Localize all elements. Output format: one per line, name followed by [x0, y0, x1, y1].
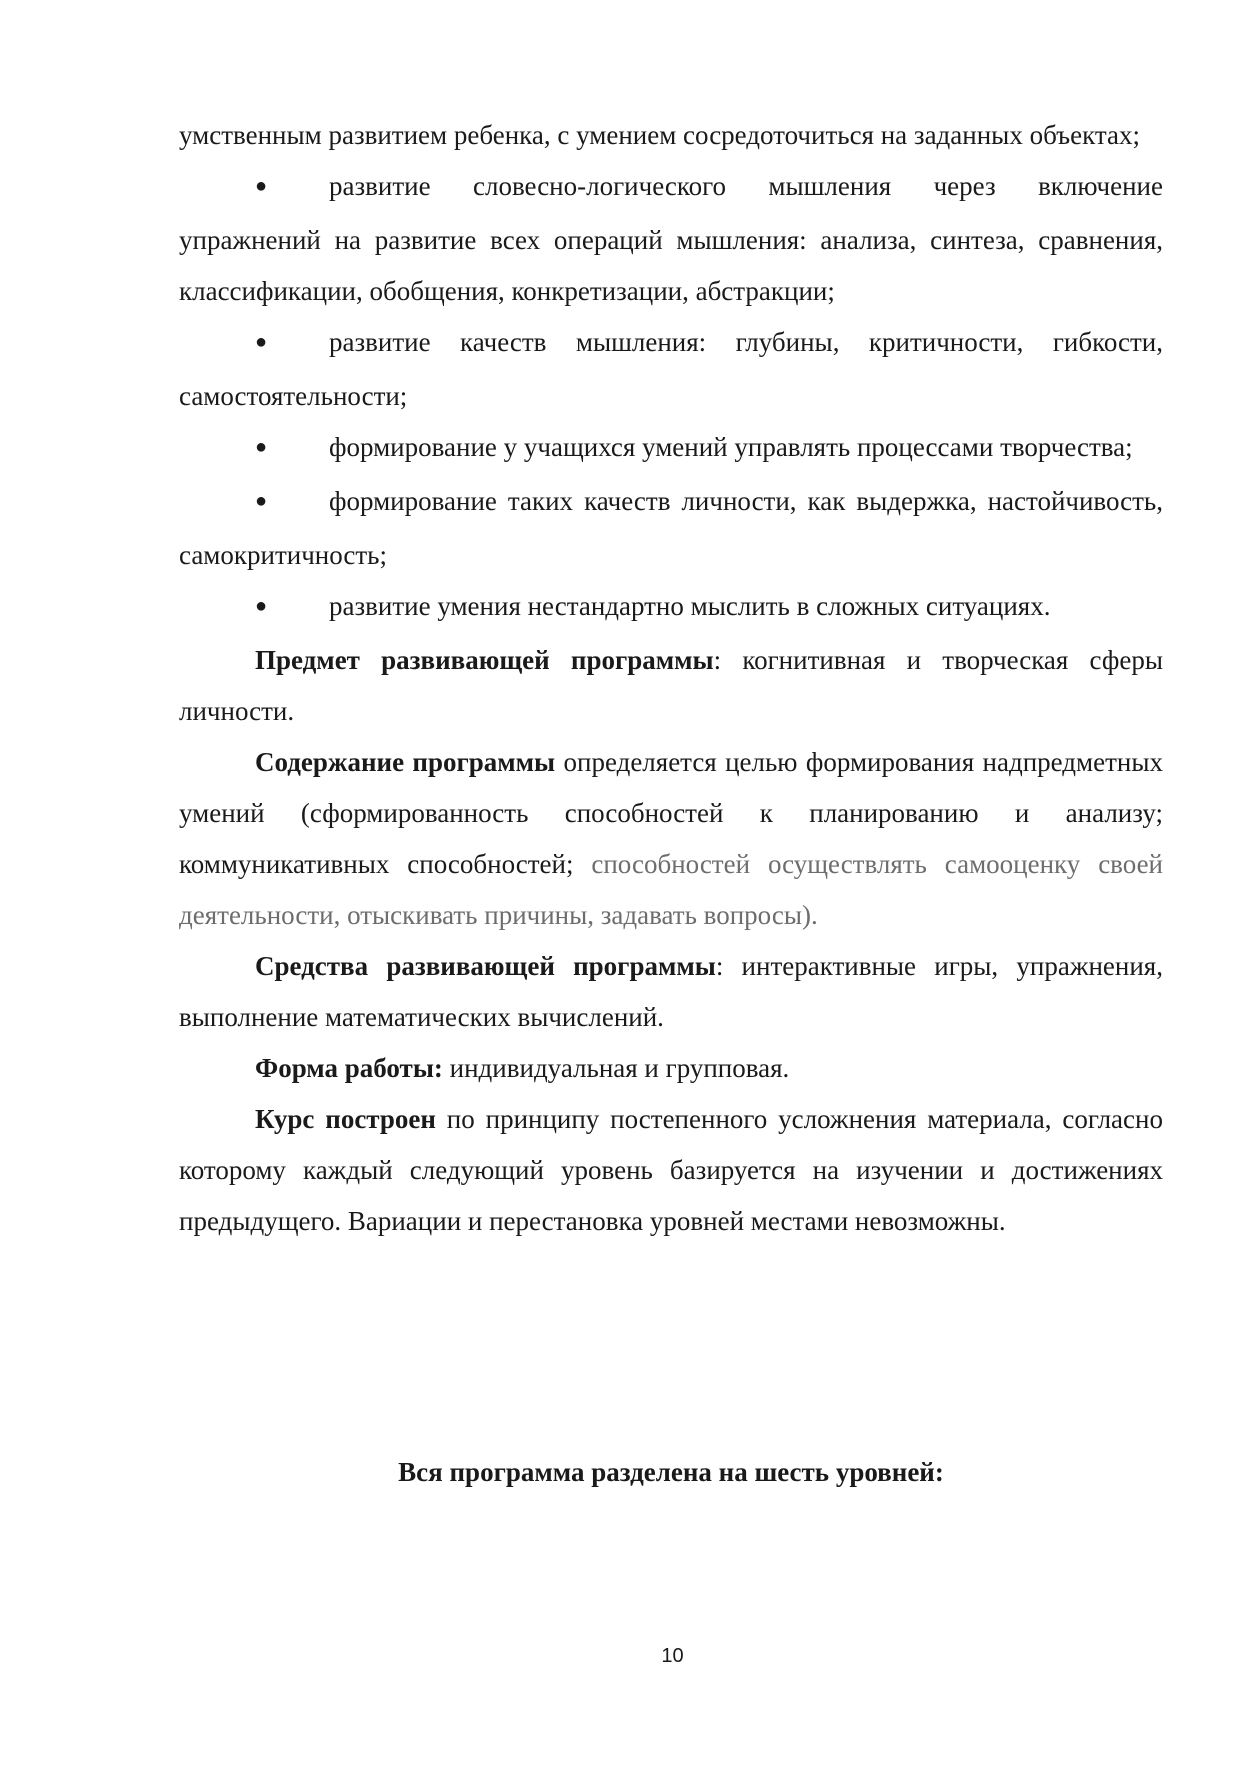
bullet-item — [179, 161, 1163, 317]
body-text — [179, 110, 1163, 1247]
paragraph-continuation: умственным развитием ребенка, с умением сосредоточиться на заданных объектах; — [179, 120, 1140, 150]
bullet-text: развитие словесно-логического мышления через включение упражнений на развитие всех операций мышления: анализа, синтеза, сравнения, классификации, обобщения, конкретизации, абстракции; — [179, 171, 1163, 306]
content-label: Содержание программы — [255, 747, 556, 777]
subject-label: Предмет развивающей программы — [255, 645, 714, 675]
bullet-text: развитие умения нестандартно мыслить в сложных ситуациях. — [329, 591, 1051, 621]
means-text: : интерактивные игры, упражнения, выполнение математических вычислений. — [179, 951, 1163, 1032]
form-paragraph — [179, 1043, 1163, 1094]
section-heading: Вся программа разделена на шесть уровней: — [398, 1457, 944, 1487]
means-label: Средства развивающей программы — [255, 951, 716, 981]
course-label: Курс построен — [255, 1104, 436, 1134]
bullet-text: формирование у учащихся умений управлять процессами творчества; — [329, 432, 1133, 462]
subject-paragraph — [179, 635, 1163, 737]
bullet-item — [179, 581, 1163, 635]
bullet-text: развитие качеств мышления: глубины, критичности, гибкости, самостоятельности; — [179, 327, 1163, 411]
content-text-grey: способностей осуществлять самооценку своей деятельности, отыскивать причины, задавать вопросы). — [179, 849, 1163, 930]
course-text: по принципу постепенного усложнения материала, согласно которому каждый следующий уровень базируется на изучении и достижениях предыдущего. Вариации и перестановка уровней местами невозможны. — [179, 1104, 1163, 1236]
content-paragraph — [179, 737, 1163, 941]
content-text: определяется целью формирования надпредметных умений (сформированность способностей к планированию и анализу; коммуникативных способностей; — [179, 747, 1163, 879]
bullet-icon: ● — [255, 595, 268, 617]
bullet-icon: ● — [255, 436, 268, 458]
bullet-text: формирование таких качеств личности, как выдержка, настойчивость, самокритичность; — [179, 486, 1163, 570]
course-paragraph — [179, 1094, 1163, 1247]
bullet-item — [179, 422, 1163, 476]
subject-text: : когнитивная и творческая сферы личности. — [179, 645, 1163, 726]
form-label: Форма работы: — [255, 1053, 443, 1083]
bullet-icon: ● — [255, 490, 268, 512]
bullet-icon: ● — [255, 175, 268, 197]
bullet-item — [179, 476, 1163, 581]
form-text: индивидуальная и групповая. — [442, 1053, 790, 1083]
page-number: 10 — [661, 1645, 684, 1667]
means-paragraph — [179, 941, 1163, 1043]
bullet-icon: ● — [255, 331, 268, 353]
bullet-item — [179, 317, 1163, 422]
